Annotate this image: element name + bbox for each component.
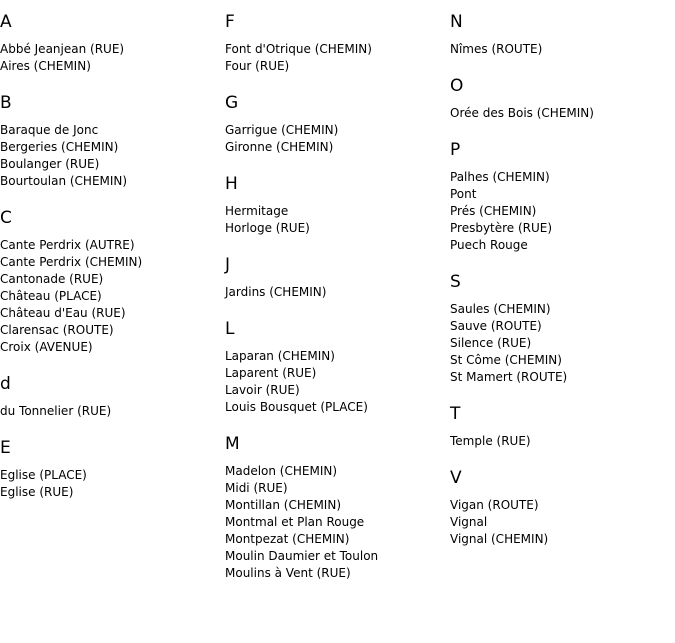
street-list [225,41,445,75]
street-list [0,237,220,356]
street-name: Orée des Bois (CHEMIN) [450,106,594,120]
street-name: Laparan (CHEMIN) [225,349,335,363]
street-name: Hermitage [225,204,289,218]
letter-heading: N [450,12,463,32]
street-name: Vignal (CHEMIN) [450,532,549,546]
letter-group [450,128,670,260]
letter-group [450,456,670,554]
letter-group [0,362,220,426]
letter-heading: E [0,438,11,458]
letter-heading: d [0,374,11,394]
street-name: Laparent (RUE) [225,366,317,380]
letter-group [450,0,670,64]
letter-group [225,243,445,307]
street-name: Presbytère (RUE) [450,221,553,235]
street-name: Vigan (ROUTE) [450,498,539,512]
street-name: Garrigue (CHEMIN) [225,123,339,137]
street-name: Montpezat (CHEMIN) [225,532,350,546]
street-column-3 [450,0,670,554]
street-name: Baraque de Jonc [0,123,99,137]
street-name: Croix (AVENUE) [0,340,93,354]
street-list [450,169,670,254]
street-name: Montmal et Plan Rouge [225,515,365,529]
street-name: Bourtoulan (CHEMIN) [0,174,128,188]
street-name: Nîmes (ROUTE) [450,42,543,56]
street-name: Moulins à Vent (RUE) [225,566,351,580]
letter-heading: G [225,93,239,113]
letter-group [450,392,670,456]
street-list [0,122,220,190]
letter-heading: F [225,12,235,32]
street-name: Jardins (CHEMIN) [225,285,327,299]
street-list [225,122,445,156]
street-name: Château d'Eau (RUE) [0,306,126,320]
street-name: Lavoir (RUE) [225,383,300,397]
street-list [225,348,445,416]
street-name: Louis Bousquet (PLACE) [225,400,368,414]
street-name: Prés (CHEMIN) [450,204,537,218]
letter-heading: V [450,468,462,488]
street-name: Font d'Otrique (CHEMIN) [225,42,372,56]
street-list [450,301,670,386]
letter-heading: M [225,434,240,454]
street-name: Vignal [450,515,488,529]
letter-group [225,0,445,81]
street-name: Silence (RUE) [450,336,532,350]
letter-group [0,81,220,196]
letter-heading: P [450,140,461,160]
street-list [0,403,220,420]
street-name: St Mamert (ROUTE) [450,370,568,384]
street-list [0,41,220,75]
street-name: Abbé Jeanjean (RUE) [0,42,125,56]
street-list [450,105,670,122]
letter-group [0,0,220,81]
street-list [450,41,670,58]
street-name: Horloge (RUE) [225,221,310,235]
street-name: Puech Rouge [450,238,528,252]
street-list [225,284,445,301]
letter-group [450,260,670,392]
street-column-1 [0,0,220,507]
street-name: Madelon (CHEMIN) [225,464,338,478]
letter-heading: J [225,255,231,275]
street-name: Clarensac (ROUTE) [0,323,114,337]
street-name: Aires (CHEMIN) [0,59,91,73]
street-column-2 [225,0,445,588]
letter-heading: A [0,12,12,32]
street-list [225,463,445,582]
street-name: du Tonnelier (RUE) [0,404,112,418]
letter-heading: S [450,272,461,292]
street-name: Cantonade (RUE) [0,272,104,286]
letter-group [0,426,220,507]
street-list [450,497,670,548]
street-name: Moulin Daumier et Toulon [225,549,379,563]
street-name: Bergeries (CHEMIN) [0,140,119,154]
letter-heading: L [225,319,235,339]
street-name: Temple (RUE) [450,434,531,448]
letter-group [225,81,445,162]
street-list [0,467,220,501]
letter-heading: O [450,76,464,96]
letter-heading: H [225,174,238,194]
street-name: Montillan (CHEMIN) [225,498,341,512]
letter-group [0,196,220,362]
street-name: Eglise (PLACE) [0,468,87,482]
street-name: Midi (RUE) [225,481,288,495]
street-name: Eglise (RUE) [0,485,74,499]
street-name: Gironne (CHEMIN) [225,140,334,154]
letter-group [225,422,445,588]
street-name: Cante Perdrix (CHEMIN) [0,255,143,269]
letter-group [450,64,670,128]
letter-group [225,307,445,422]
letter-heading: T [450,404,461,424]
street-list [225,203,445,237]
street-name: Saules (CHEMIN) [450,302,551,316]
street-list [450,433,670,450]
street-name: Four (RUE) [225,59,290,73]
street-name: Château (PLACE) [0,289,102,303]
street-name: Boulanger (RUE) [0,157,100,171]
street-name: Sauve (ROUTE) [450,319,542,333]
street-name: Cante Perdrix (AUTRE) [0,238,135,252]
street-name: St Côme (CHEMIN) [450,353,562,367]
street-name: Pont [450,187,477,201]
street-name: Palhes (CHEMIN) [450,170,550,184]
letter-heading: C [0,208,12,228]
letter-group [225,162,445,243]
letter-heading: B [0,93,12,113]
